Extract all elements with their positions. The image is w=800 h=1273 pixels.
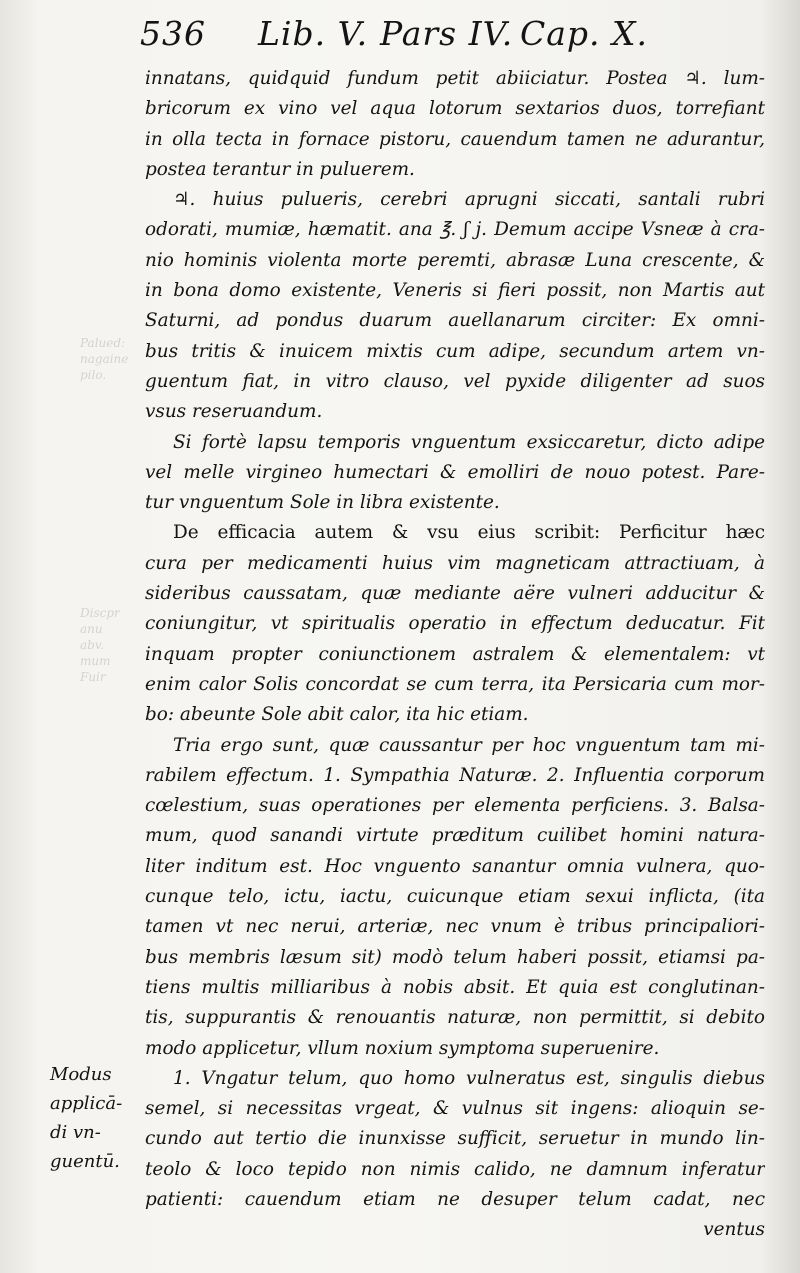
text-line: De efficacia autem & vsu eius scribit: Perficitur hæc [173, 522, 765, 544]
text-line: tamen vt nec nerui, arteriæ, nec vnum è tribus principaliori- [145, 916, 765, 938]
text-line: teolo & loco tepido non nimis calido, ne damnum inferatur [145, 1158, 765, 1180]
text-line: Tria ergo sunt, quæ caussantur per hoc vnguentum tam mi- [173, 734, 765, 756]
margin-note-line: di vn- [50, 1122, 101, 1143]
bleed-through-text: Palued: nagaine pilo. [80, 336, 129, 382]
text-line: coniungitur, vt spiritualis operatio in effectum deducatur. Fit [145, 613, 765, 635]
catchword: ventus [703, 1219, 765, 1241]
text-line: cura per medicamenti huius vim magneticam attractiuam, à [145, 552, 765, 574]
text-line: liter inditum est. Hoc vnguento sanantur omnia vulnera, quo- [145, 855, 765, 877]
text-line: odorati, mumiæ, hæmatit. ana ℥. ʃ j. Demum accipe Vsneæ à cra- [145, 219, 765, 241]
margin-note [50, 1060, 136, 1176]
text-line: inquam propter coniunctionem astralem & elementalem: vt [145, 643, 765, 665]
body-text [145, 64, 765, 1246]
text-line: cœlestium, suas operationes per elementa perficiens. 3. Balsa- [145, 795, 765, 817]
text-line: mum, quod sanandi virtute præditum cuilibet homini natura- [145, 825, 765, 847]
text-line: in olla tecta in fornace pistoru, cauendum tamen ne adurantur, [145, 128, 765, 150]
bleed-through-text-lower: Discpr anu abv. mum Fuir [80, 606, 120, 684]
text-line: bus membris læsum sit) modò telum haberi possit, etiamsi pa- [145, 946, 765, 968]
text-line: rabilem effectum. 1. Sympathia Naturæ. 2. Influentia corporum [145, 764, 765, 786]
text-line: 1. Vngatur telum, quo homo vulneratus est, singulis diebus [173, 1067, 765, 1089]
text-line: patienti: cauendum etiam ne desuper telum cadat, nec [145, 1188, 765, 1210]
text-line: tiens multis milliaribus à nobis absit. Et quia est conglutinan- [145, 976, 765, 998]
header-pars: Pars IV. [380, 14, 514, 53]
text-line: postea terantur in puluerem. [145, 158, 415, 180]
text-line: vel melle virgineo humectari & emolliri de nouo potest. Pare- [145, 461, 765, 483]
text-line: tur vnguentum Sole in libra existente. [145, 492, 500, 514]
text-line: ♃. huius pulueris, cerebri aprugni siccati, santali rubri [173, 189, 765, 211]
margin-note-line: applicā- [50, 1093, 123, 1114]
header-caput: Cap. X. [520, 14, 649, 53]
text-line: in bona domo existente, Veneris si fieri possit, non Martis aut [145, 280, 765, 302]
page-number: 536 [140, 14, 206, 53]
text-line: semel, si necessitas vrgeat, & vulnus sit ingens: alioquin se- [145, 1098, 765, 1120]
text-line: nio hominis violenta morte peremti, abrasæ Luna crescente, & [145, 249, 765, 271]
text-line: cundo aut tertio die inunxisse sufficit, seruetur in mundo lin- [145, 1128, 765, 1150]
text-line: vsus reseruandum. [145, 401, 323, 423]
margin-note-line: guentū. [50, 1151, 120, 1172]
text-line: enim calor Solis concordat se cum terra, ita Persicaria cum mor- [145, 673, 765, 695]
text-line: cunque telo, ictu, iactu, cuicunque etiam sexui inflicta, (ita [145, 886, 765, 908]
text-line: bricorum ex vino vel aqua lotorum sextarios duos, torrefiant [145, 98, 765, 120]
text-line: innatans, quidquid fundum petit abiiciatur. Postea ♃. lum- [145, 68, 765, 89]
text-line: sideribus caussatam, quæ mediante aëre vulneri adducitur & [145, 583, 765, 605]
header-liber: Lib. V. [258, 14, 369, 53]
text-line: Saturni, ad pondus duarum auellanarum circiter: Ex omni- [145, 310, 765, 332]
margin-note-line: Modus [50, 1064, 112, 1085]
text-line: guentum fiat, in vitro clauso, vel pyxide diligenter ad suos [145, 370, 765, 392]
text-line: Si fortè lapsu temporis vnguentum exsiccaretur, dicto adipe [173, 431, 765, 453]
text-line: bo: abeunte Sole abit calor, ita hic etiam. [145, 704, 529, 726]
text-line: tis, suppurantis & renouantis naturæ, non permittit, si debito [145, 1007, 765, 1029]
text-line: bus tritis & inuicem mixtis cum adipe, secundum artem vn- [145, 340, 765, 362]
text-line: modo applicetur, vllum noxium symptoma superuenire. [145, 1037, 660, 1059]
